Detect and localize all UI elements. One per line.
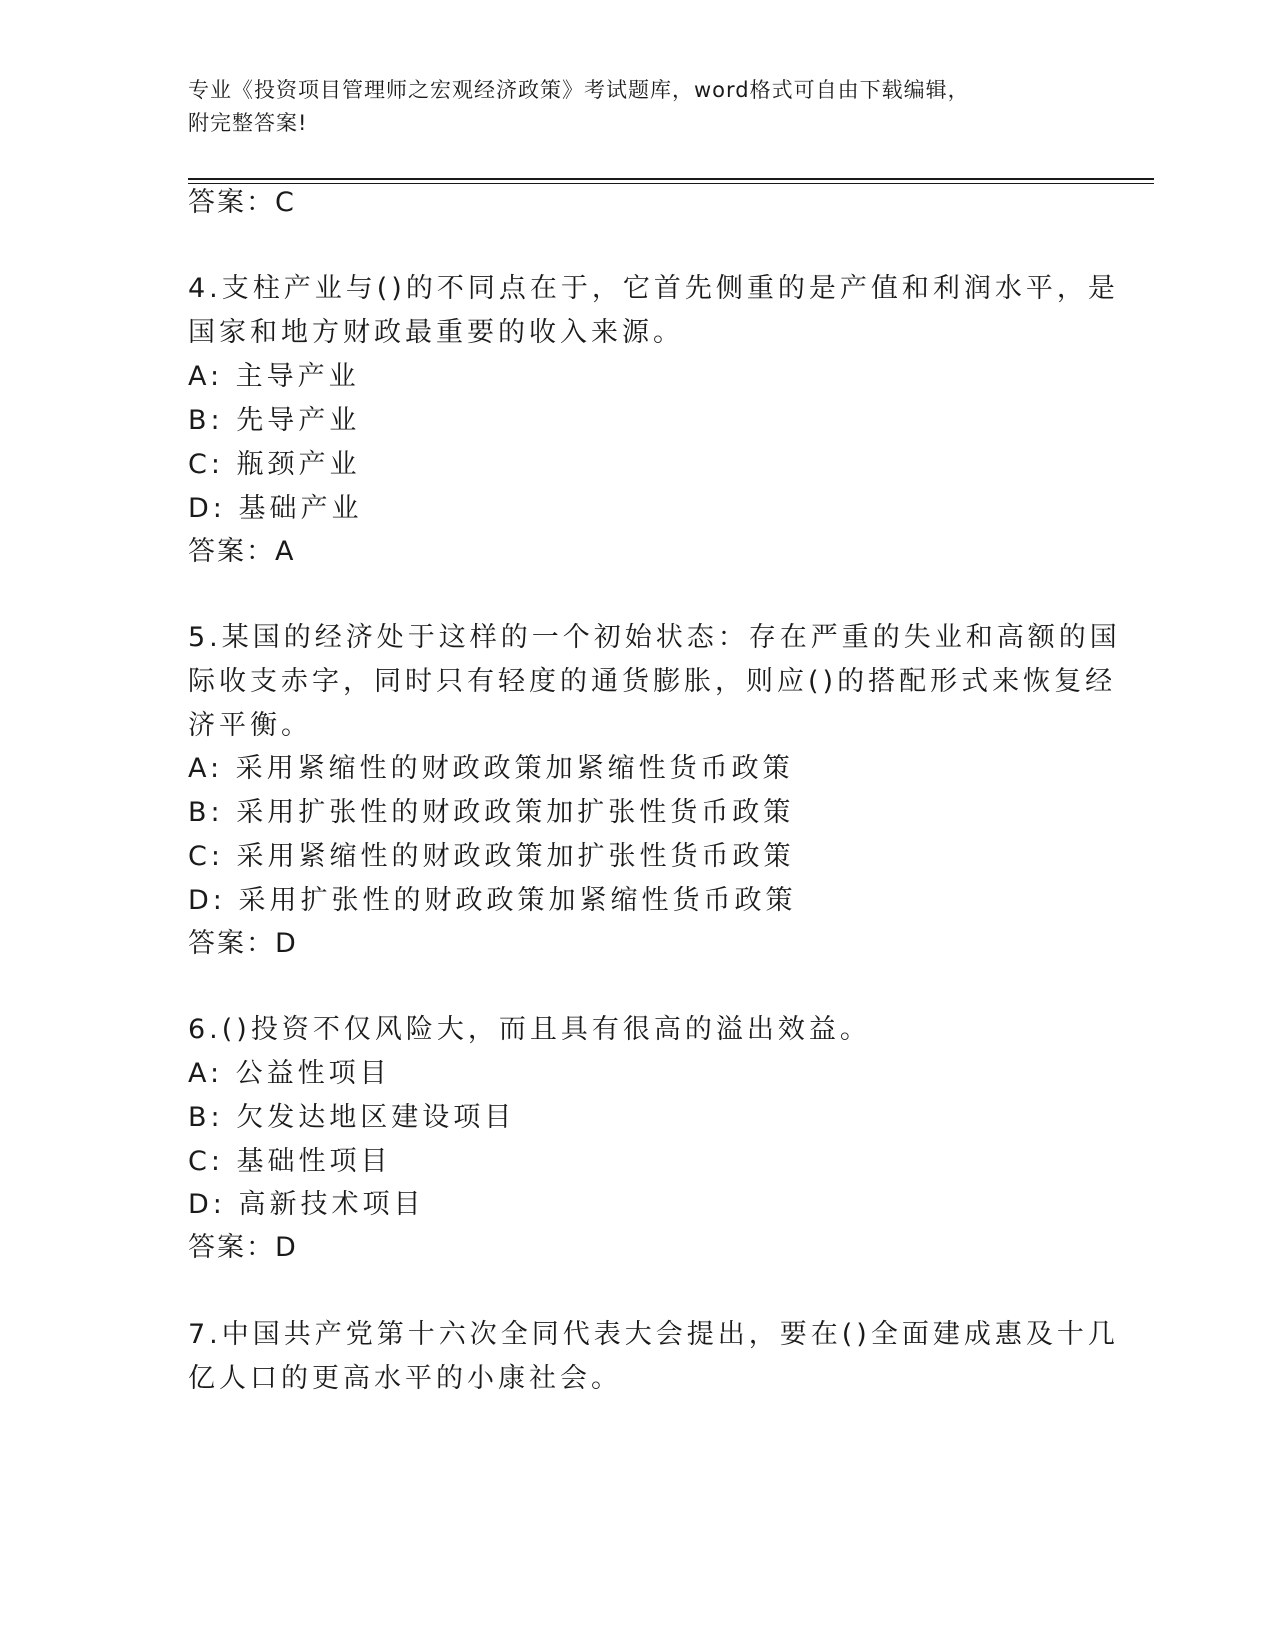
q5-option-d: D: 采用扩张性的财政政策加紧缩性货币政策 (188, 885, 797, 916)
q4-option-d: D: 基础产业 (188, 493, 363, 524)
q4-option-c: C: 瓶颈产业 (188, 449, 361, 480)
q4-stem-line-1: 4.支柱产业与()的不同点在于，它首先侧重的是产值和利润水平，是 (188, 273, 1119, 304)
q6-answer: 答案：D (188, 1232, 298, 1263)
q6-stem-line-1: 6.()投资不仅风险大，而且具有很高的溢出效益。 (188, 1014, 871, 1045)
q5-stem-line-2: 际收支赤字，同时只有轻度的通货膨胀，则应()的搭配形式来恢复经 (188, 666, 1117, 697)
header-line-1: 专业《投资项目管理师之宏观经济政策》考试题库，word格式可自由下载编辑， (188, 78, 970, 102)
header-rule-thick (188, 178, 1154, 180)
header-line-2: 附完整答案! (188, 111, 308, 135)
q7-stem-line-2: 亿人口的更高水平的小康社会。 (188, 1363, 622, 1394)
answer-previous: 答案：C (188, 187, 296, 218)
q5-option-c: C: 采用紧缩性的财政政策加扩张性货币政策 (188, 841, 795, 872)
q5-option-b: B: 采用扩张性的财政政策加扩张性货币政策 (188, 797, 795, 828)
q4-option-b: B: 先导产业 (188, 405, 361, 436)
document-header (188, 74, 1068, 140)
q5-stem-line-1: 5.某国的经济处于这样的一个初始状态：存在严重的失业和高额的国 (188, 622, 1121, 653)
q4-answer: 答案：A (188, 536, 296, 567)
q5-option-a: A: 采用紧缩性的财政政策加紧缩性货币政策 (188, 753, 794, 784)
q5-stem-line-3: 济平衡。 (188, 710, 312, 741)
header-rule-thin (188, 183, 1154, 184)
q6-option-d: D: 高新技术项目 (188, 1189, 425, 1220)
q4-stem-line-2: 国家和地方财政最重要的收入来源。 (188, 317, 684, 348)
q6-option-c: C: 基础性项目 (188, 1146, 392, 1177)
q6-option-b: B: 欠发达地区建设项目 (188, 1102, 516, 1133)
q5-answer: 答案：D (188, 928, 298, 959)
q7-stem-line-1: 7.中国共产党第十六次全同代表大会提出，要在()全面建成惠及十几 (188, 1319, 1119, 1350)
q6-option-a: A: 公益性项目 (188, 1058, 391, 1089)
q4-option-a: A: 主导产业 (188, 361, 360, 392)
